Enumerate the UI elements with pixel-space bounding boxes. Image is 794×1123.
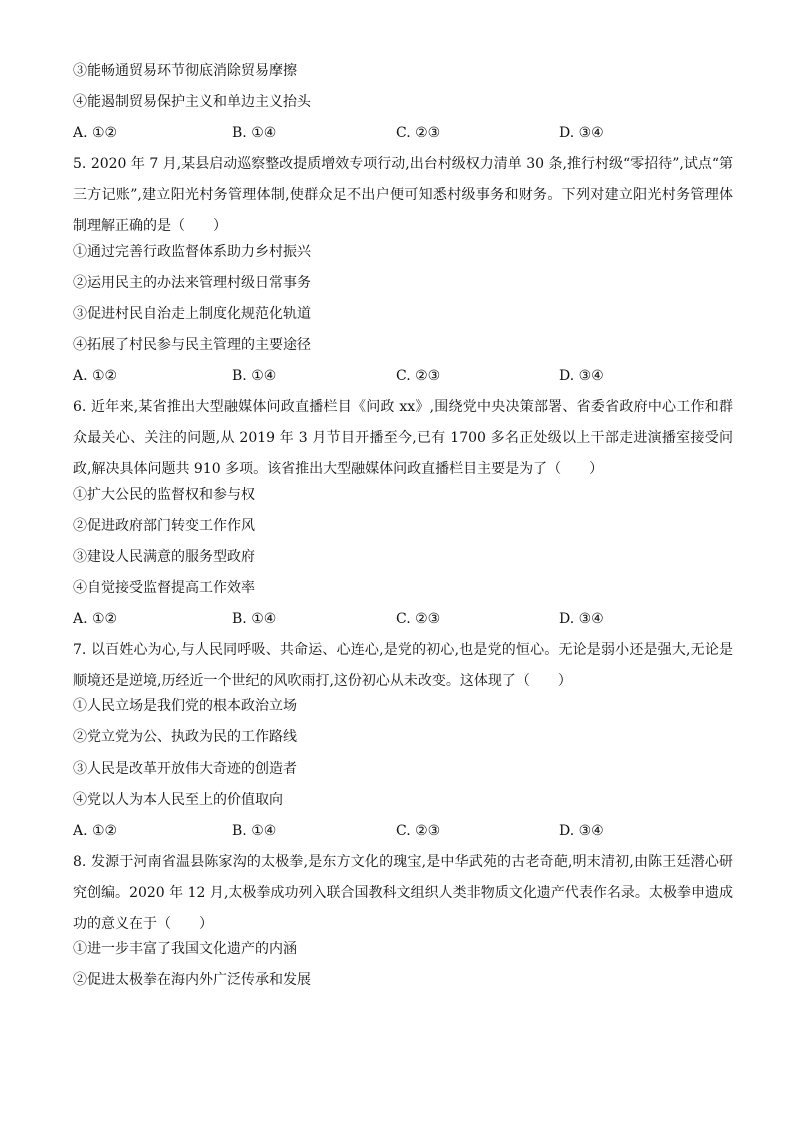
q4-answer-a: A. ①② <box>73 125 118 142</box>
q7-answer-choices <box>73 822 733 840</box>
q6-answer-choices <box>73 610 733 628</box>
q7-answer-c: C. ②③ <box>396 823 441 840</box>
q5-answer-c: C. ②③ <box>396 368 441 385</box>
q7-stem: 7. 以百姓心为心,与人民同呼吸、共命运、心连心,是党的初心,也是党的恒心。无论是弱小还是强大,无论是顺境还是逆境,历经近一个世纪的风吹雨打,这份初心从未改变。这体现了（ ） <box>73 641 733 690</box>
q7-answer-b: B. ①④ <box>232 823 277 840</box>
q4-option-4: ④能遏制贸易保护主义和单边主义抬头 <box>73 94 311 111</box>
q7-option-4: ④党以人为本人民至上的价值取向 <box>73 791 283 808</box>
q6-option-3: ③建设人民满意的服务型政府 <box>73 548 255 565</box>
question-page <box>73 62 733 1003</box>
q4-answer-b: B. ①④ <box>232 125 277 142</box>
q6-option-2: ②促进政府部门转变工作作风 <box>73 517 255 534</box>
q6-stem: 6. 近年来,某省推出大型融媒体问政直播栏目《问政 xx》,围绕党中央决策部署、省委省政府中心工作和群众最关心、关注的问题,从 2019 年 3 月节目开播至今,已有 1700 多名正处级以上干部走进演播室接受问政,解决具体问题共 910 多项。该省推出大型融媒体问政直播栏目主要是为了（ ） <box>73 398 733 478</box>
q6-answer-b: B. ①④ <box>232 611 277 628</box>
q4-option-3: ③能畅通贸易环节彻底消除贸易摩擦 <box>73 63 297 79</box>
q5-answer-b: B. ①④ <box>232 368 277 385</box>
q4-answer-choices <box>73 124 733 142</box>
q8-option-2: ②促进太极拳在海内外广泛传承和发展 <box>73 972 311 989</box>
q6-answer-d: D. ③④ <box>559 611 604 628</box>
q6-option-4: ④自觉接受监督提高工作效率 <box>73 580 255 597</box>
q5-option-2: ②运用民主的办法来管理村级日常事务 <box>73 274 311 291</box>
q6-option-1: ①扩大公民的监督权和参与权 <box>73 486 255 503</box>
q6-answer-a: A. ①② <box>73 611 118 628</box>
q5-answer-a: A. ①② <box>73 368 118 385</box>
q8-stem: 8. 发源于河南省温县陈家沟的太极拳,是东方文化的瑰宝,是中华武苑的古老奇葩,明末清初,由陈王廷潜心研究创编。2020 年 12 月,太极拳成功列入联合国教科文组织人类非物质文化遗产代表作名录。太极拳申遗成功的意义在于（ ） <box>73 853 733 933</box>
q5-answer-choices <box>73 367 733 385</box>
q5-option-3: ③促进村民自治走上制度化规范化轨道 <box>73 305 311 322</box>
q5-answer-d: D. ③④ <box>559 368 604 385</box>
q7-answer-a: A. ①② <box>73 823 118 840</box>
q7-option-3: ③人民是改革开放伟大奇迹的创造者 <box>73 760 297 777</box>
q6-answer-c: C. ②③ <box>396 611 441 628</box>
q4-answer-c: C. ②③ <box>396 125 441 142</box>
q7-option-2: ②党立党为公、执政为民的工作路线 <box>73 729 297 746</box>
q5-option-4: ④拓展了村民参与民主管理的主要途径 <box>73 337 311 354</box>
q4-answer-d: D. ③④ <box>559 125 604 142</box>
q5-option-1: ①通过完善行政监督体系助力乡村振兴 <box>73 243 311 260</box>
q7-option-1: ①人民立场是我们党的根本政治立场 <box>73 698 297 715</box>
q7-answer-d: D. ③④ <box>559 823 604 840</box>
q8-option-1: ①进一步丰富了我国文化遗产的内涵 <box>73 941 297 958</box>
q5-stem: 5. 2020 年 7 月,某县启动巡察整改提质增效专项行动,出台村级权力清单 30 条,推行村级“零招待”,试点“第三方记账”,建立阳光村务管理体制,使群众足不出户便可知悉村级事务和财务。下列对建立阳光村务管理体制理解正确的是（ ） <box>73 155 733 235</box>
